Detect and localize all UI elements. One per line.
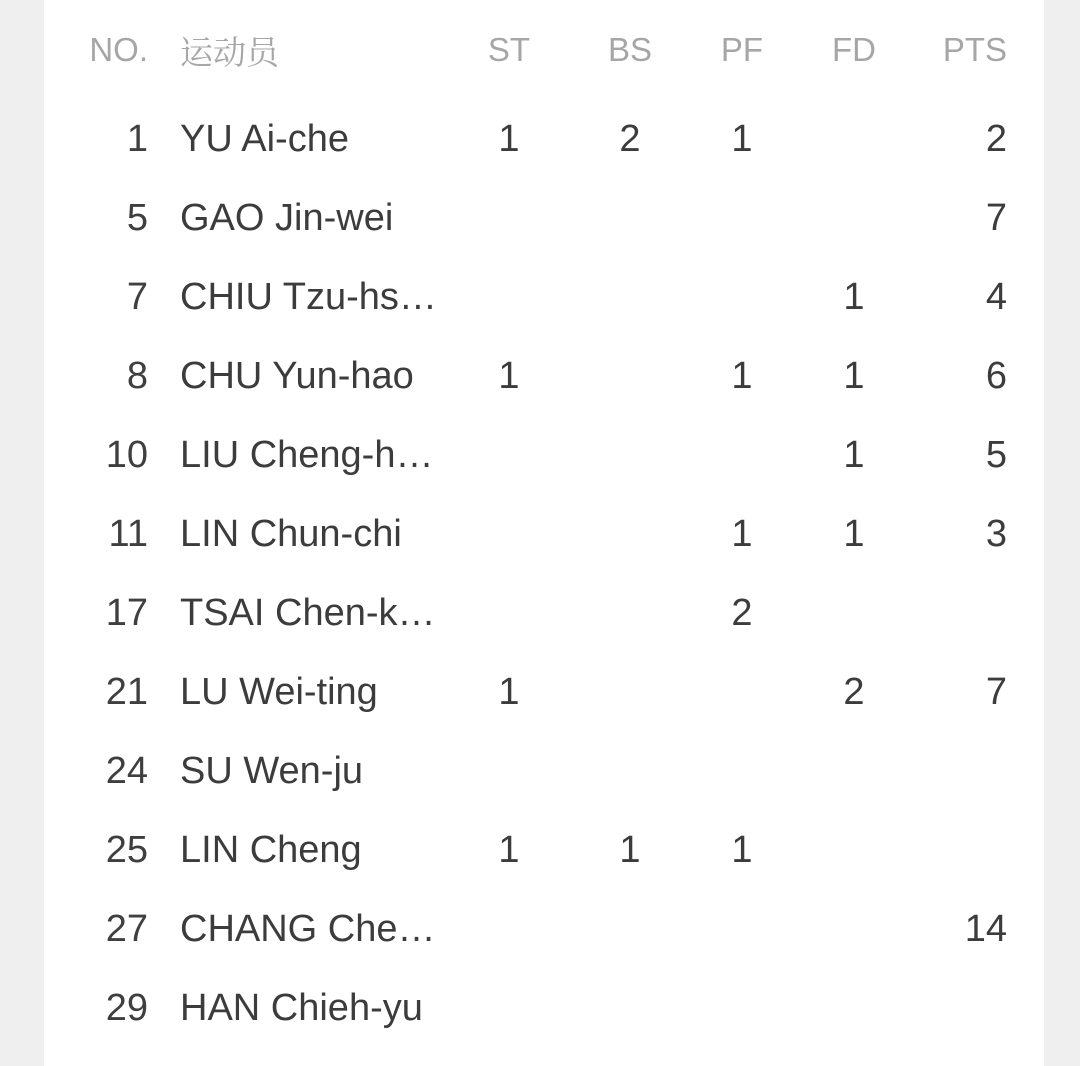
table-row[interactable] — [44, 811, 1044, 890]
cell-fd: 1 — [843, 355, 865, 397]
cell-st — [444, 179, 574, 258]
cell-fd: 1 — [843, 434, 865, 476]
cell-pf: 1 — [731, 829, 753, 871]
cell-st: 1 — [498, 355, 520, 397]
cell-name: CHANG Che… — [180, 908, 436, 950]
cell-no: 11 — [108, 513, 148, 555]
cell-no: 8 — [126, 355, 148, 397]
cell-st: 1 — [498, 829, 520, 871]
cell-fd: 1 — [843, 513, 865, 555]
column-header-fd[interactable]: FD — [832, 31, 876, 68]
cell-name: YU Ai-che — [180, 118, 349, 160]
cell-st — [444, 416, 574, 495]
cell-fd — [798, 574, 910, 653]
cell-bs: 2 — [619, 118, 641, 160]
stats-sheet — [44, 0, 1044, 1066]
table-row[interactable] — [44, 100, 1044, 179]
table-row[interactable] — [44, 890, 1044, 969]
cell-st — [444, 258, 574, 337]
cell-no: 25 — [105, 829, 148, 871]
cell-fd — [798, 890, 910, 969]
cell-pf: 1 — [731, 513, 753, 555]
cell-st — [444, 495, 574, 574]
cell-no: 1 — [126, 118, 148, 160]
cell-pf: 1 — [731, 355, 753, 397]
cell-name: SU Wen-ju — [180, 750, 364, 792]
cell-pts: 2 — [985, 118, 1007, 160]
cell-name: LU Wei-ting — [180, 671, 378, 713]
table-row[interactable] — [44, 416, 1044, 495]
cell-pts — [910, 969, 1044, 1048]
cell-pts — [910, 732, 1044, 811]
cell-pts: 4 — [985, 276, 1007, 318]
cell-pts: 5 — [985, 434, 1007, 476]
cell-name: HAN Chieh-yu — [180, 987, 423, 1029]
cell-no: 17 — [105, 592, 148, 634]
cell-name: LIU Cheng-h… — [180, 434, 434, 476]
cell-no: 29 — [105, 987, 148, 1029]
cell-st — [444, 732, 574, 811]
table-row[interactable] — [44, 732, 1044, 811]
cell-no: 21 — [105, 671, 148, 713]
cell-pf — [686, 258, 798, 337]
cell-pts: 7 — [985, 197, 1007, 239]
table-row[interactable] — [44, 337, 1044, 416]
cell-bs — [574, 337, 686, 416]
cell-bs — [574, 732, 686, 811]
cell-pts: 7 — [985, 671, 1007, 713]
cell-bs — [574, 416, 686, 495]
cell-bs — [574, 258, 686, 337]
cell-bs — [574, 495, 686, 574]
cell-name: CHIU Tzu-hs… — [180, 276, 437, 318]
cell-no: 7 — [126, 276, 148, 318]
table-row[interactable] — [44, 969, 1044, 1048]
cell-st — [444, 890, 574, 969]
cell-bs — [574, 969, 686, 1048]
column-header-pts[interactable]: PTS — [942, 31, 1007, 68]
cell-no: 10 — [105, 434, 148, 476]
table-row[interactable] — [44, 495, 1044, 574]
table-row[interactable] — [44, 653, 1044, 732]
column-header-st[interactable]: ST — [487, 31, 531, 68]
cell-pf — [686, 416, 798, 495]
cell-bs — [574, 179, 686, 258]
cell-name: CHU Yun-hao — [180, 355, 414, 397]
cell-pf: 1 — [731, 118, 753, 160]
cell-fd — [798, 100, 910, 179]
table-row[interactable] — [44, 258, 1044, 337]
column-header-name[interactable]: 运动员 — [180, 33, 279, 71]
cell-fd — [798, 969, 910, 1048]
cell-pts: 6 — [985, 355, 1007, 397]
cell-fd — [798, 179, 910, 258]
cell-fd: 2 — [843, 671, 865, 713]
table-header-row — [44, 0, 1044, 100]
cell-no: 27 — [105, 908, 148, 950]
cell-bs: 1 — [619, 829, 641, 871]
table-row[interactable] — [44, 179, 1044, 258]
cell-pf: 2 — [731, 592, 753, 634]
cell-no: 5 — [126, 197, 148, 239]
cell-pf — [686, 890, 798, 969]
cell-bs — [574, 890, 686, 969]
cell-pts — [910, 574, 1044, 653]
cell-name: LIN Chun-chi — [180, 513, 402, 555]
column-header-bs[interactable]: BS — [607, 31, 653, 68]
cell-fd — [798, 732, 910, 811]
cell-bs — [574, 574, 686, 653]
cell-pf — [686, 653, 798, 732]
table-header — [44, 0, 1044, 100]
cell-bs — [574, 653, 686, 732]
cell-fd: 1 — [843, 276, 865, 318]
table-row[interactable] — [44, 574, 1044, 653]
cell-st: 1 — [498, 118, 520, 160]
cell-pf — [686, 969, 798, 1048]
player-stats-table — [44, 0, 1044, 1048]
column-header-no[interactable]: NO. — [89, 31, 148, 68]
cell-pts: 14 — [964, 908, 1007, 950]
cell-name: LIN Cheng — [180, 829, 362, 871]
cell-st — [444, 574, 574, 653]
cell-pf — [686, 179, 798, 258]
cell-pf — [686, 732, 798, 811]
table-body — [44, 100, 1044, 1048]
cell-pts: 3 — [985, 513, 1007, 555]
cell-st: 1 — [498, 671, 520, 713]
cell-st — [444, 969, 574, 1048]
cell-pts — [910, 811, 1044, 890]
cell-name: GAO Jin-wei — [180, 197, 394, 239]
cell-fd — [798, 811, 910, 890]
cell-no: 24 — [105, 750, 148, 792]
column-header-pf[interactable]: PF — [720, 31, 764, 68]
cell-name: TSAI Chen-k… — [180, 592, 436, 634]
